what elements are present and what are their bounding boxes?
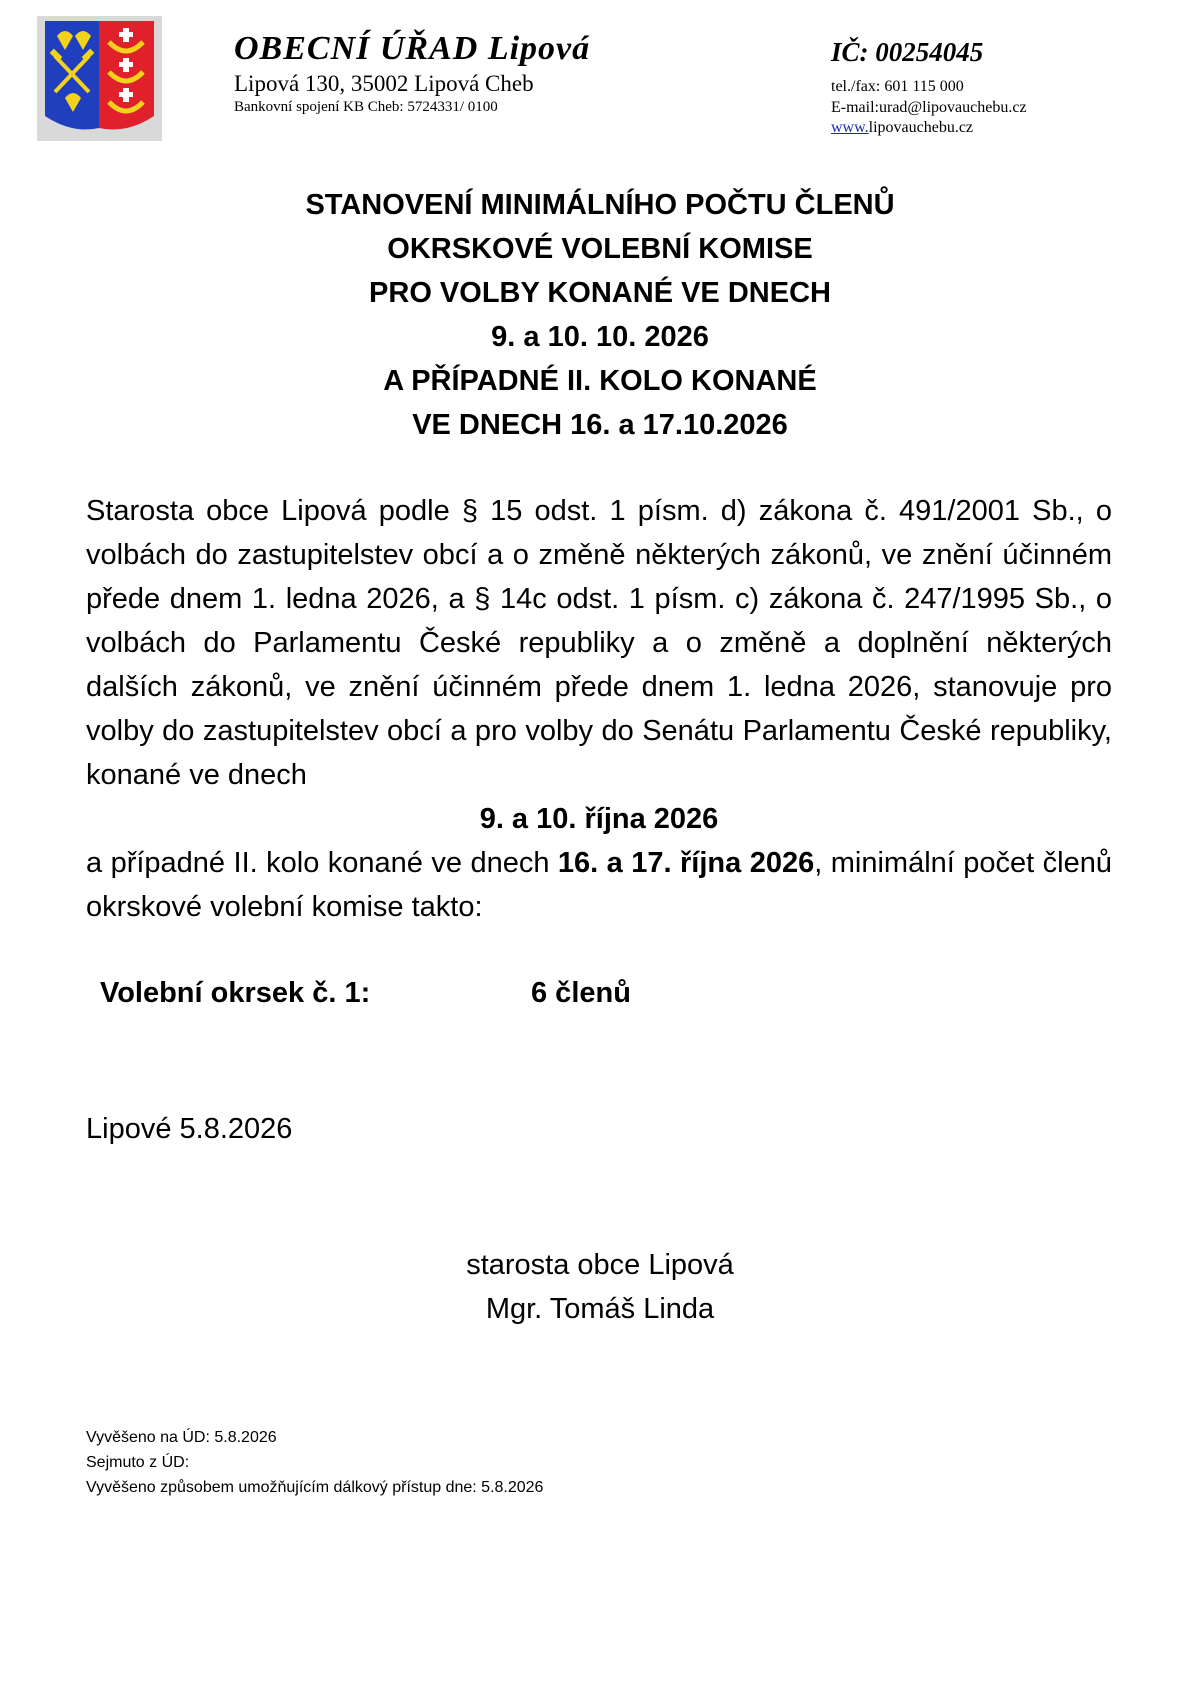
signature-role: starosta obce Lipová (466, 1249, 734, 1281)
removed-date: Sejmuto z ÚD: (86, 1454, 190, 1471)
second-round-suffix: , minimální počet členů okrskové volební komise takto: (86, 847, 1112, 923)
election-dates: 9. a 10. října 2026 (479, 803, 719, 835)
second-round-paragraph (86, 841, 1112, 929)
office-title: OBECNÍ ÚŘAD Lipová (234, 30, 591, 67)
website-rest: lipovauchebu.cz (868, 119, 974, 136)
signature-block (300, 1243, 900, 1331)
posted-remote-date: Vyvěšeno způsobem umožňujícím dálkový přístup dne: 5.8.2026 (86, 1479, 544, 1496)
website-link[interactable] (831, 119, 973, 137)
place-date: Lipové 5.8.2026 (86, 1113, 293, 1145)
signature-name: Mgr. Tomáš Linda (485, 1293, 715, 1325)
title-line: OKRSKOVÉ VOLEBNÍ KOMISE (387, 233, 813, 265)
second-round-prefix: a případné II. kolo konané ve dnech (86, 847, 558, 879)
body-paragraph: Starosta obce Lipová podle § 15 odst. 1 písm. d) zákona č. 491/2001 Sb., o volbách do zastupitelstev obcí a o změně některých zákonů, ve znění účinném přede dnem 1. ledna 2026, a § 14c odst. 1 písm. c) zákona č. 247/1995 Sb., o volbách do Parlamentu České republiky a o změně a doplnění některých dalších zákonů, ve znění účinném přede dnem 1. ledna 2026, stanovuje pro volby do zastupitelstev obcí a pro volby do Senátu Parlamentu České republiky, konané ve dnech (86, 495, 1112, 791)
posted-date: Vyvěšeno na ÚD: 5.8.2026 (86, 1429, 277, 1446)
company-id: IČ: 00254045 (831, 37, 984, 67)
title-line: VE DNECH 16. a 17.10.2026 (412, 409, 788, 441)
bank-details: Bankovní spojení KB Cheb: 5724331/ 0100 (234, 99, 498, 115)
title-line: A PŘÍPADNÉ II. KOLO KONANÉ (383, 365, 817, 397)
website-prefix: www. (831, 119, 869, 136)
office-address: Lipová 130, 35002 Lipová Cheb (234, 71, 534, 96)
district-label: Volební okrsek č. 1: (100, 977, 371, 1009)
document-title (90, 183, 1110, 447)
title-line: STANOVENÍ MINIMÁLNÍHO POČTU ČLENŮ (305, 189, 895, 221)
title-line: 9. a 10. 10. 2026 (491, 321, 709, 353)
email: E-mail:urad@lipovauchebu.cz (831, 99, 1027, 116)
phone: tel./fax: 601 115 000 (831, 78, 964, 95)
body-text (86, 489, 1112, 929)
district-members: 6 členů (531, 977, 631, 1009)
title-line: PRO VOLBY KONANÉ VE DNECH (369, 277, 831, 309)
second-round-dates: 16. a 17. října 2026 (557, 847, 815, 879)
posting-info (86, 1425, 543, 1500)
coat-of-arms-icon (37, 16, 162, 141)
